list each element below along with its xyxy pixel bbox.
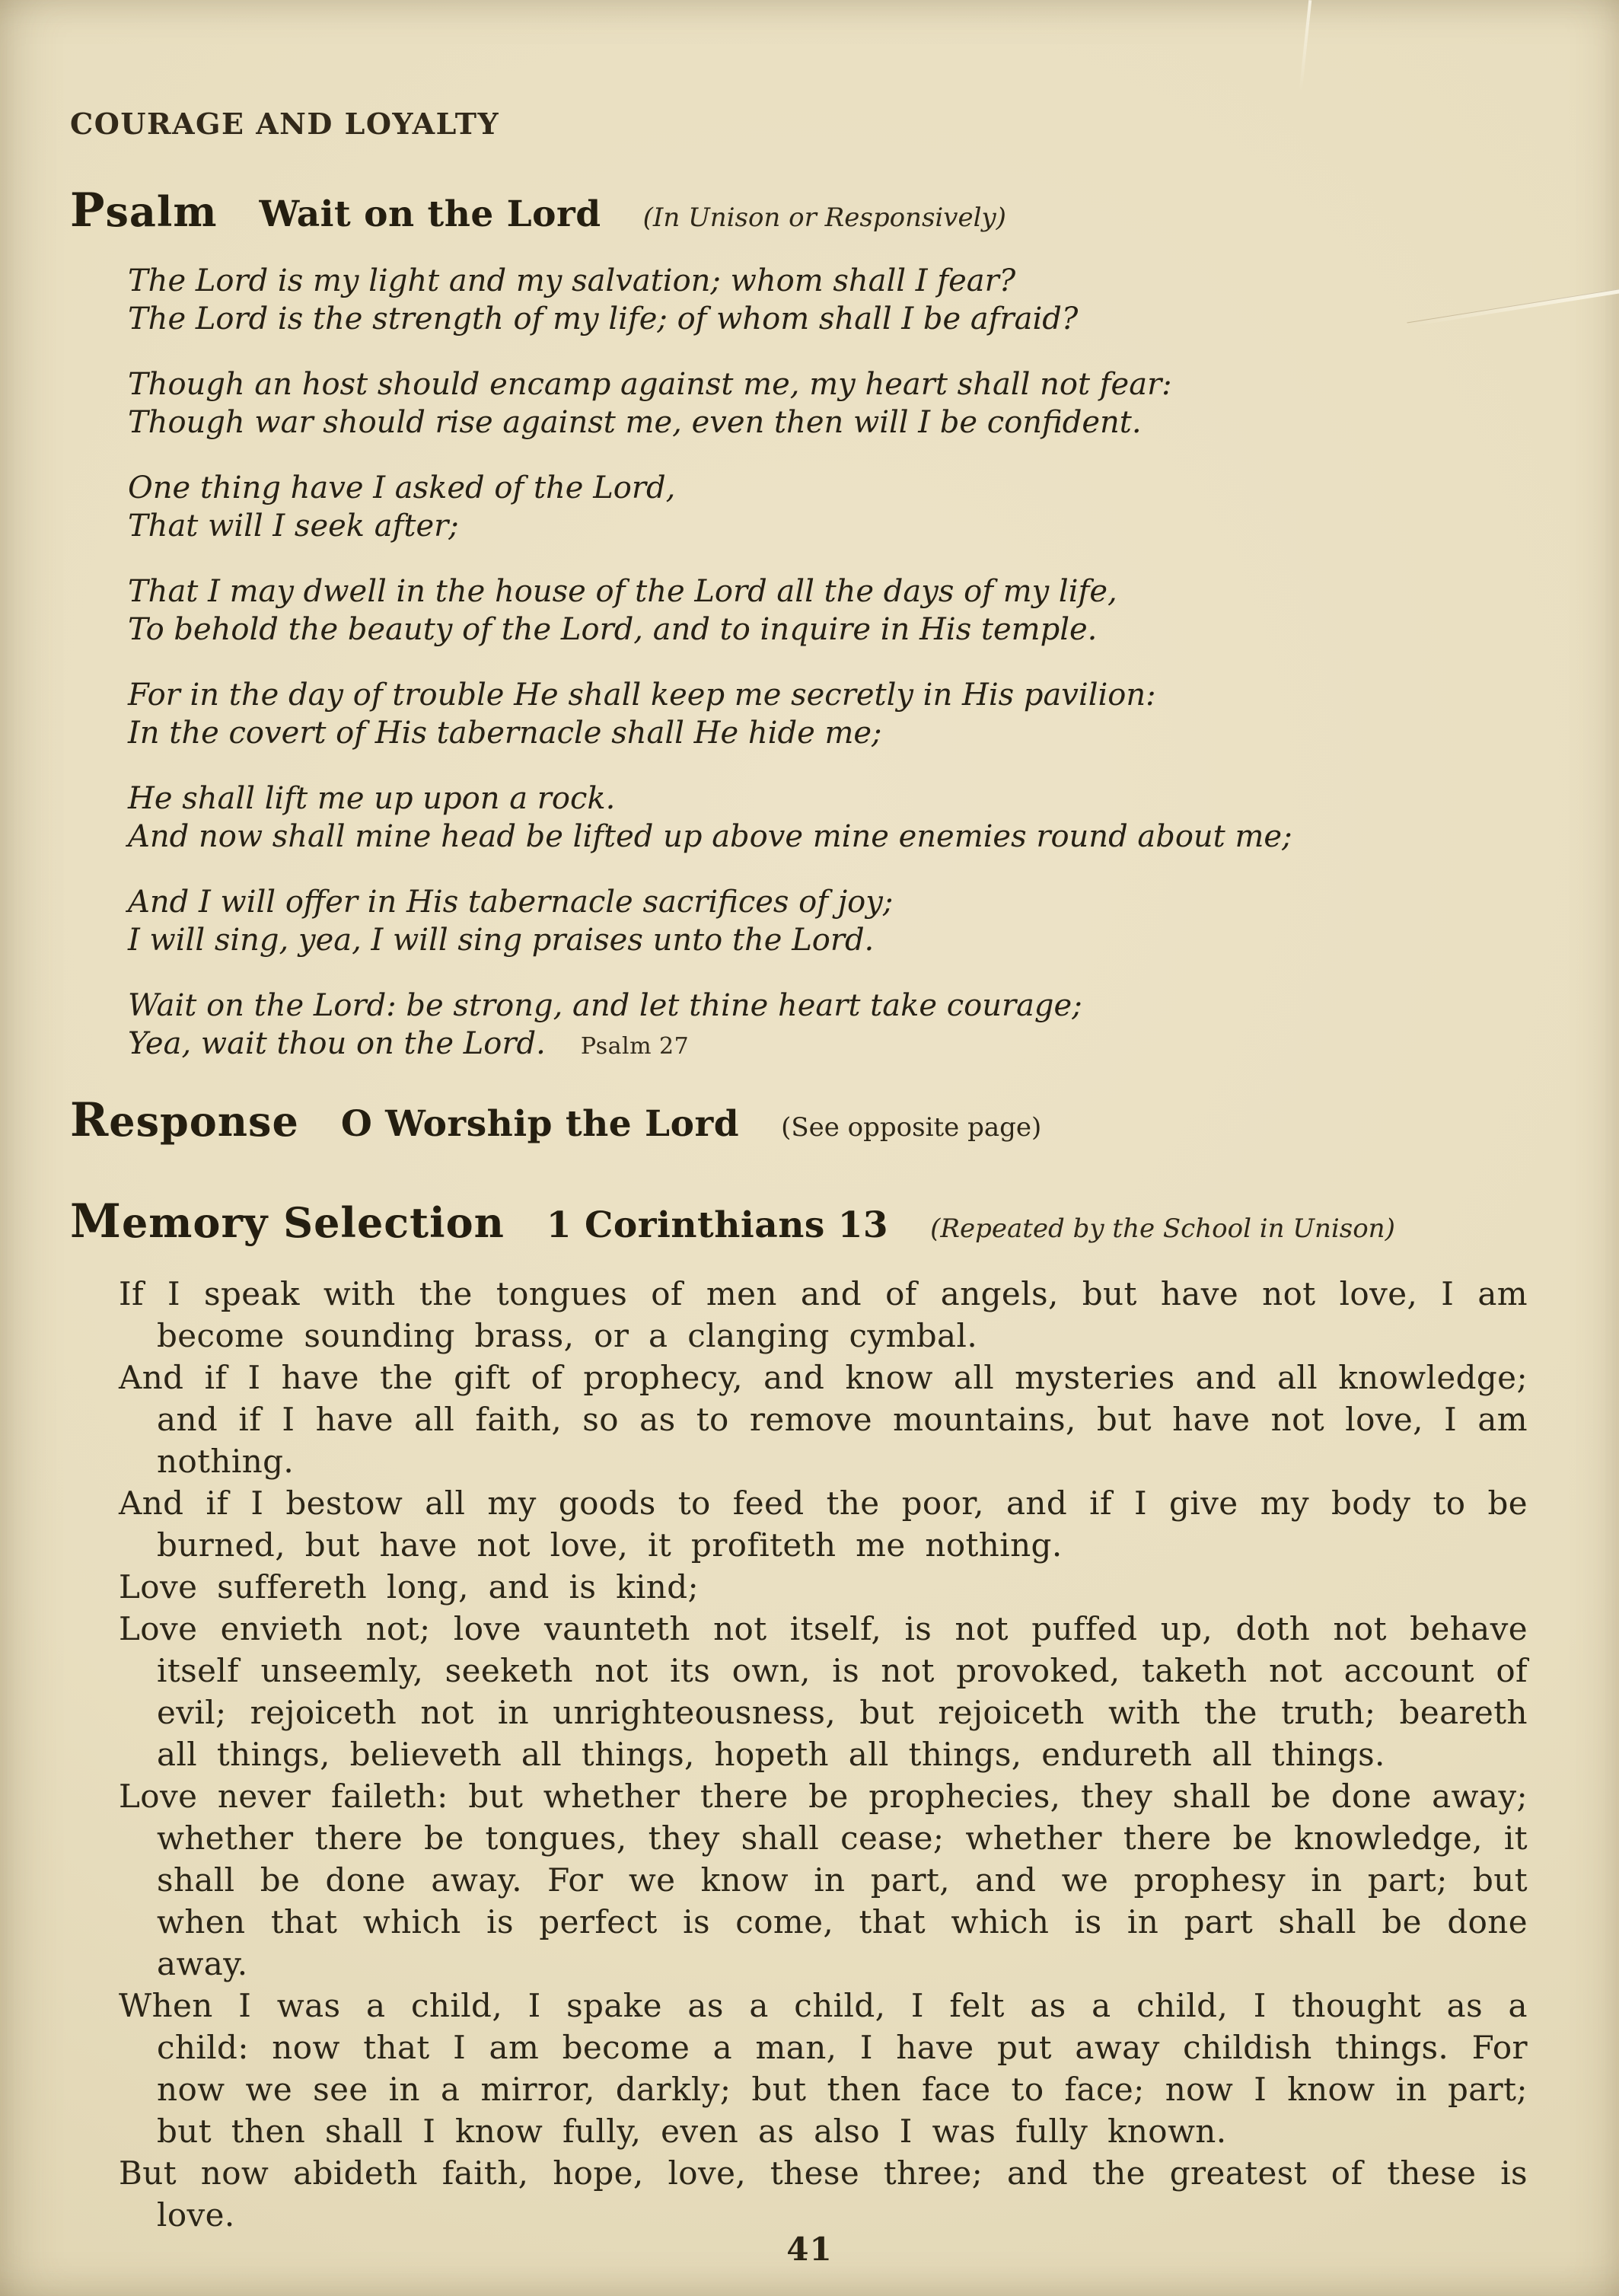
- psalm-stanza: [128, 469, 1528, 545]
- psalm-line: Wait on the Lord: be strong, and let thine heart take courage;: [128, 988, 1082, 1023]
- psalm-line: Though war should rise against me, even then will I be confident.: [128, 405, 1142, 440]
- psalm-line: In the covert of His tabernacle shall He hide me;: [128, 716, 882, 751]
- memory-paragraph: If I speak with the tongues of men and of angels, but have not love, I am become sounding brass, or a clanging cymbal.: [119, 1275, 1528, 1354]
- memory-paragraph: And if I bestow all my goods to feed the poor, and if I give my body to be burned, but have not love, it profiteth me nothing.: [119, 1484, 1528, 1564]
- psalm-line: That I may dwell in the house of the Lord all the days of my life,: [128, 574, 1117, 609]
- memory-paragraphs: [119, 1273, 1528, 2236]
- psalm-stanza: [128, 572, 1528, 649]
- psalm-line: And I will offer in His tabernacle sacrifices of joy;: [128, 885, 894, 920]
- psalm-line: For in the day of trouble He shall keep me secretly in His pavilion:: [128, 678, 1156, 713]
- psalm-label: Psalm: [70, 183, 218, 238]
- memory-selection-title: 1 Corinthians 13: [546, 1204, 889, 1246]
- psalm-stanza: [128, 676, 1528, 752]
- memory-paragraph: Love envieth not; love vaunteth not itself, is not puffed up, doth not behave itself unseemly, seeketh not its own, is not provoked, taketh not account of evil; rejoiceth not in unrighteousness, but rejoiceth with the truth; beareth all things, believeth all things, hopeth all things, endureth all things.: [119, 1610, 1528, 1773]
- response-label: Response: [70, 1093, 299, 1147]
- page-number: 41: [786, 2231, 833, 2268]
- psalm-line: He shall lift me up upon a rock.: [128, 781, 616, 816]
- psalm-title: Wait on the Lord: [259, 193, 601, 235]
- psalm-stanza: [128, 262, 1528, 338]
- response-heading: [70, 1093, 1528, 1147]
- memory-paragraph: And if I have the gift of prophecy, and know all mysteries and all knowledge; and if I have all faith, so as to remove mountains, but have not love, I am nothing.: [119, 1359, 1528, 1480]
- psalm-line: Yea, wait thou on the Lord. Psalm 27: [128, 1026, 690, 1061]
- memory-paragraph: When I was a child, I spake as a child, I felt as a child, I thought as a child: now that I am become a man, I have put away childish things. For now we see in a mirror, darkly; but then face to face; now I know in part; but then shall I know fully, even as also I was fully known.: [119, 1987, 1528, 2150]
- psalm-stanza: [128, 987, 1528, 1066]
- response-annotation: (See opposite page): [781, 1112, 1042, 1143]
- psalm-stanza: [128, 780, 1528, 856]
- psalm-stanza: [128, 883, 1528, 959]
- psalm-stanza: [128, 365, 1528, 442]
- memory-selection-heading: [70, 1194, 1528, 1248]
- paper-flaw: [1299, 0, 1312, 91]
- psalm-line: The Lord is my light and my salvation; whom shall I fear?: [128, 263, 1016, 298]
- psalm-line: And now shall mine head be lifted up above mine enemies round about me;: [128, 819, 1292, 854]
- psalm-annotation: (In Unison or Responsively): [642, 202, 1006, 233]
- psalm-heading: [70, 183, 1528, 238]
- psalm-line: To behold the beauty of the Lord, and to inquire in His temple.: [128, 612, 1098, 647]
- memory-paragraph: But now abideth faith, hope, love, these three; and the greatest of these is love.: [119, 2154, 1528, 2234]
- psalm-line: Though an host should encamp against me, my heart shall not fear:: [128, 367, 1172, 402]
- psalm-citation: Psalm 27: [580, 1033, 690, 1060]
- memory-paragraph: Love suffereth long, and is kind;: [119, 1568, 700, 1606]
- response-title: O Worship the Lord: [340, 1103, 740, 1145]
- psalm-line: I will sing, yea, I will sing praises unto the Lord.: [128, 923, 875, 958]
- psalm-line: That will I seek after;: [128, 509, 459, 544]
- psalm-line: One thing have I asked of the Lord,: [128, 470, 676, 505]
- memory-paragraph: Love never faileth: but whether there be prophecies, they shall be done away; whether there be tongues, they shall cease; whether there be knowledge, it shall be done away. For we know in part, and we prophesy in part; but when that which is perfect is come, that which is in part shall be done away.: [119, 1778, 1528, 1982]
- psalm-stanzas: [128, 262, 1528, 1066]
- memory-selection-label: Memory Selection: [70, 1194, 505, 1248]
- memory-selection-annotation: (Repeated by the School in Unison): [930, 1213, 1395, 1244]
- running-header: COURAGE AND LOYALTY: [70, 107, 500, 141]
- psalm-line: The Lord is the strength of my life; of whom shall I be afraid?: [128, 301, 1079, 336]
